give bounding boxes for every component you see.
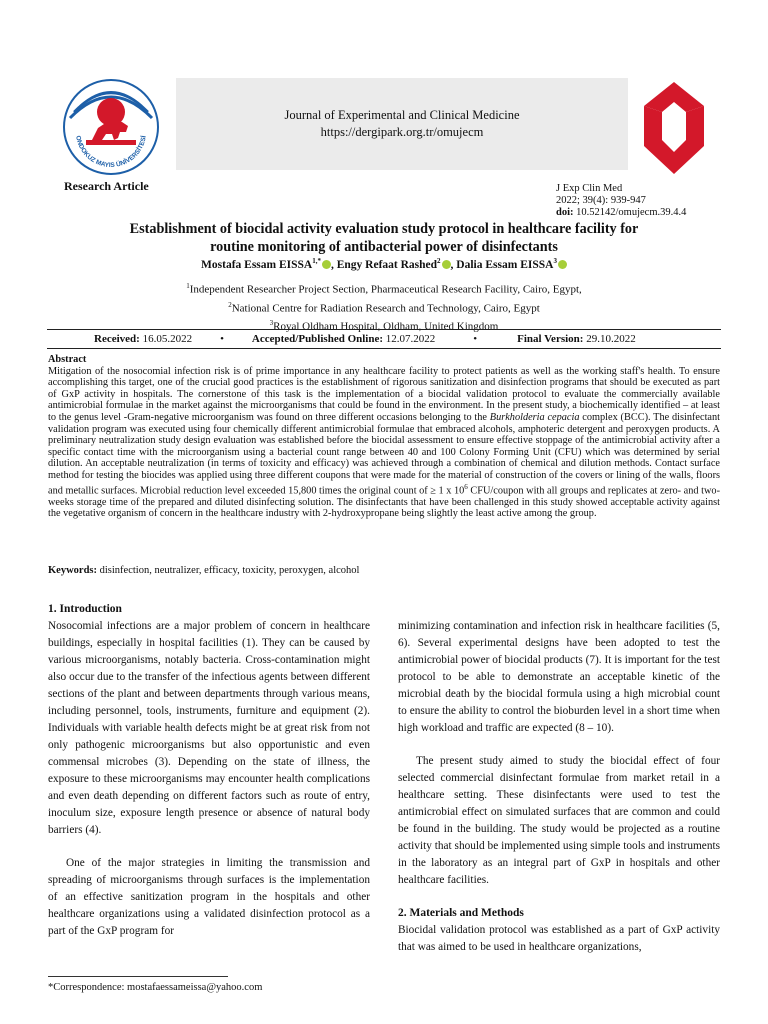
paper-title: Establishment of biocidal activity evaluation study protocol in healthcare facility for routine monitoring of antibacterial power of disinfectants bbox=[129, 221, 639, 255]
final-date: Final Version: 29.10.2022 bbox=[517, 333, 636, 345]
received-date: Received: 16.05.2022 bbox=[94, 333, 193, 345]
abstract: Abstract Mitigation of the nosocomial infection risk is of prime importance in any healthcare facility to protect patients as well as the working staff's health. To ensure accomplishing this target, one of the crucial good practices is the establishment of rigorous sanitization and disinfection programs that should be executed as part of GxP activity in hospitals. The cornerstone of this task is the implementation of a biocidal validation protocol to evaluate the commercially available antimicrobial formulae in the market against the microorganisms that could be found in the environment. In the present study, a biochemically identified – at least to the genus level -Gram-negative microorganism was found on three different occasions belonging to the Burkholderia cepacia complex (BCC). The disinfectant validation program was executed using four chemically different antimicrobial formulae that embraced alcohols, amphoteric detergent and peroxygen products. A preliminary neutralization study design evaluation was established before the biocidal assessment to ensure effective stoppage of the antimicrobial activity after a specific contact time with the microorganism using a bacterial count range between 40 and 100 Colony Forming Unit (CFU) which was determined by serial dilution. An acceptable neutralization (in terms of toxicity and efficacy) was achieved through a combination of chemical and dilution methods. Contact surface method for testing the biocides was applied using three different coupons that were made for the material of construction of the covers or lining of the walls, floors and metallic surfaces. Microbial reduction level exceeded 15,800 times the original count of ≥ 1 x $10^6$ CFU/coupon with all groups and replicates at zero- and two-weeks storage time of the prepared and diluted disinfecting solution. The disinfectants that have been challenged in this study showed acceptable activity against the vegetative organism of concern in the healthcare industry with 2-hydroxypropane being slightly the least active among the group. bbox=[48, 354, 721, 520]
abstract-heading: Abstract bbox=[48, 354, 87, 365]
citation-block bbox=[556, 183, 686, 219]
correspondence-email[interactable]: mostafaessameissa@yahoo.com bbox=[127, 982, 263, 993]
journal-name: Journal of Experimental and Clinical Medicine bbox=[284, 108, 520, 122]
journal-logo bbox=[640, 78, 708, 178]
article-type: Research Article bbox=[64, 179, 149, 193]
section-heading-methods: 2. Materials and Methods bbox=[398, 907, 524, 919]
right-column bbox=[398, 618, 720, 956]
paragraph: Biocidal validation protocol was established as a part of GxP activity that was aimed to be used in healthcare organizations, bbox=[398, 924, 720, 953]
footnote-divider bbox=[48, 976, 228, 977]
svg-text:ONDOKUZ MAYIS ÜNİVERSİTESİ: ONDOKUZ MAYIS ÜNİVERSİTESİ bbox=[74, 135, 148, 170]
journal-url[interactable]: https://dergipark.org.tr/omujecm bbox=[320, 125, 484, 139]
separator-bullet: • bbox=[473, 333, 478, 345]
accepted-date: Accepted/Published Online: 12.07.2022 bbox=[251, 333, 436, 345]
species-name: Burkholderia cepacia bbox=[489, 411, 580, 423]
dates-bar bbox=[47, 329, 721, 349]
journal-banner bbox=[176, 78, 628, 170]
orcid-icon[interactable] bbox=[322, 260, 331, 269]
section-heading-introduction: 1. Introduction bbox=[48, 603, 122, 615]
affiliations bbox=[60, 279, 708, 335]
left-column bbox=[48, 601, 370, 940]
correspondence: *Correspondence: mostafaessameissa@yahoo.com bbox=[48, 982, 263, 993]
paragraph: One of the major strategies in limiting the transmission and spreading of microorganisms through surfaces is the implementation of an effective sanitization program in the hospitals and other healthcare organizations using a validated disinfection protocol as a part of the GxP program for bbox=[48, 857, 370, 937]
separator-bullet: • bbox=[220, 333, 224, 345]
citation-volume: 2022; 39(4): 939-947 bbox=[556, 195, 646, 206]
orcid-icon[interactable] bbox=[442, 260, 451, 269]
affiliation: $^3$Royal Oldham Hospital, Oldham, United Kingdom bbox=[269, 319, 499, 333]
affiliation: $^1$Independent Researcher Project Section, Pharmaceutical Research Facility, Cairo, Egypt, bbox=[186, 282, 582, 296]
orcid-icon[interactable] bbox=[558, 260, 567, 269]
author: Engy Refaat Rashed bbox=[336, 258, 438, 271]
paragraph: minimizing contamination and infection risk in healthcare facilities (5, 6). Several experimental designs have been adopted to test the antimicrobial power of biocidal products (7). It is important for the test protocol to be able to demonstrate an acceptable kinetic of the microbial death by the biocidal formula using a high microbial count to ensure the ability to control the bioburden level in a short time when high workload and traffic are expected (8 – 10). bbox=[398, 620, 720, 734]
author: Dalia Essam EISSA bbox=[456, 258, 554, 271]
university-logo bbox=[62, 78, 160, 176]
affiliation: $^2$National Centre for Radiation Research and Technology, Cairo, Egypt bbox=[228, 300, 540, 315]
doi[interactable]: doi: 10.52142/omujecm.39.4.4 bbox=[556, 207, 687, 218]
author: Mostafa Essam EISSA bbox=[201, 258, 313, 271]
paragraph: Nosocomial infections are a major problem of concern in healthcare buildings, especially in hospital facilities (1). They can be caused by various microorganisms, notably bacteria. Cross-contamination might also occur due to the transfer of the infectious agents between different sections of the plant and between departments through various means, including personnel, tools, instruments, furniture and equipment (2). Individuals with variable health defects might be at great risk from not only pathogenic microorganisms but also opportunistic and even commensal microbes (3). Depending on the state of illness, the exposure to these microorganisms may encounter health complications and even death depending on different factors such as route of entry, inoculum size, exposure length presence or absence of natural body barriers (4). bbox=[48, 620, 370, 836]
citation-journal: J Exp Clin Med bbox=[556, 183, 623, 194]
author-list: Mostafa Essam $EISSA^{1,*}$ , Engy Refaat Rashed$^2$ , Dalia Essam EISSA$^3$ bbox=[60, 257, 708, 271]
paragraph: The present study aimed to study the biocidal effect of four selected commercial disinfectant formulae from market retail in a healthcare setting. These disinfectants were used to test the antimicrobial effect on simulated surfaces that are common and could be found in the building. The study would be projected as a routine activity that should be implemented using simple tools and instruments in the laboratory as an integral part of GxP in hospitals and other healthcare facilities. bbox=[398, 755, 720, 886]
keywords: Keywords: disinfection, neutralizer, efficacy, toxicity, peroxygen, alcohol bbox=[48, 565, 360, 576]
